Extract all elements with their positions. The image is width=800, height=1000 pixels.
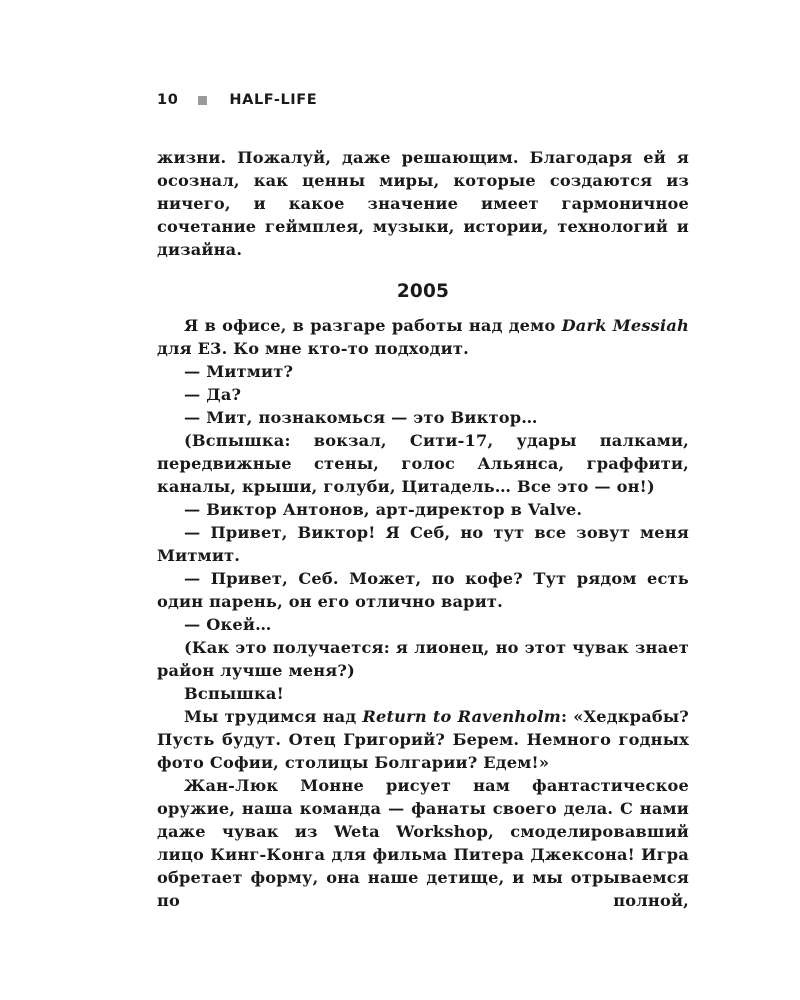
paragraph-text: : «Хедкрабы? Пусть будут. Отец Григорий? Берем. Немного годных фото Софии, столицы Болгарии? Едем!» bbox=[157, 707, 689, 772]
paragraph-text: для E3. Ко мне кто-то подходит. bbox=[157, 339, 469, 358]
paragraph bbox=[157, 705, 689, 774]
section-heading-year: 2005 bbox=[396, 281, 450, 302]
body-text bbox=[157, 146, 689, 912]
dialogue-line: — Мит, познакомься — это Виктор… bbox=[184, 408, 538, 427]
paragraph: (Как это получается: я лионец, но этот чувак знает район лучше меня?) bbox=[157, 638, 689, 680]
paragraph: Жан-Люк Монне рисует нам фантастическое оружие, наша команда — фанаты своего дела. С нами даже чувак из Weta Workshop, смоделировавший лицо Кинг-Конга для фильма Питера Джексона! Игра обретает форму, она наше детище, и мы отрываемся по полной, bbox=[157, 776, 689, 910]
dialogue-line: — Митмит? bbox=[184, 362, 294, 381]
dialogue-line: — Привет, Себ. Может, по кофе? Тут рядом есть один парень, он его отлично варит. bbox=[157, 569, 689, 611]
paragraph bbox=[157, 314, 689, 360]
running-header bbox=[157, 90, 317, 110]
game-title: Dark Messiah bbox=[561, 316, 689, 335]
paragraph-text: Я в офисе, в разгаре работы над демо bbox=[184, 316, 562, 335]
dialogue-line: — Привет, Виктор! Я Себ, но тут все зовут меня Митмит. bbox=[157, 523, 689, 565]
book-title: HALF-LIFE bbox=[229, 92, 318, 108]
square-bullet-icon bbox=[198, 96, 207, 105]
page-number: 10 bbox=[157, 92, 179, 108]
dialogue-line: — Да? bbox=[184, 385, 242, 404]
dialogue-line: — Окей… bbox=[184, 615, 272, 634]
intro-paragraph: жизни. Пожалуй, даже решающим. Благодаря ей я осознал, как ценны миры, которые создаются из ничего, и какое значение имеет гармоничное сочетание геймплея, музыки, истории, технологий и дизайна. bbox=[157, 148, 689, 259]
paragraph: (Вспышка: вокзал, Сити-17, удары палками, передвижные стены, голос Альянса, граффити, каналы, крыши, голуби, Цитадель… Все это — он!) bbox=[157, 431, 689, 496]
paragraph: Вспышка! bbox=[184, 684, 284, 703]
dialogue-line: — Виктор Антонов, арт-директор в Valve. bbox=[184, 500, 583, 519]
paragraph-text: Мы трудимся над bbox=[184, 707, 363, 726]
level-title: Return to Ravenholm bbox=[362, 707, 562, 726]
